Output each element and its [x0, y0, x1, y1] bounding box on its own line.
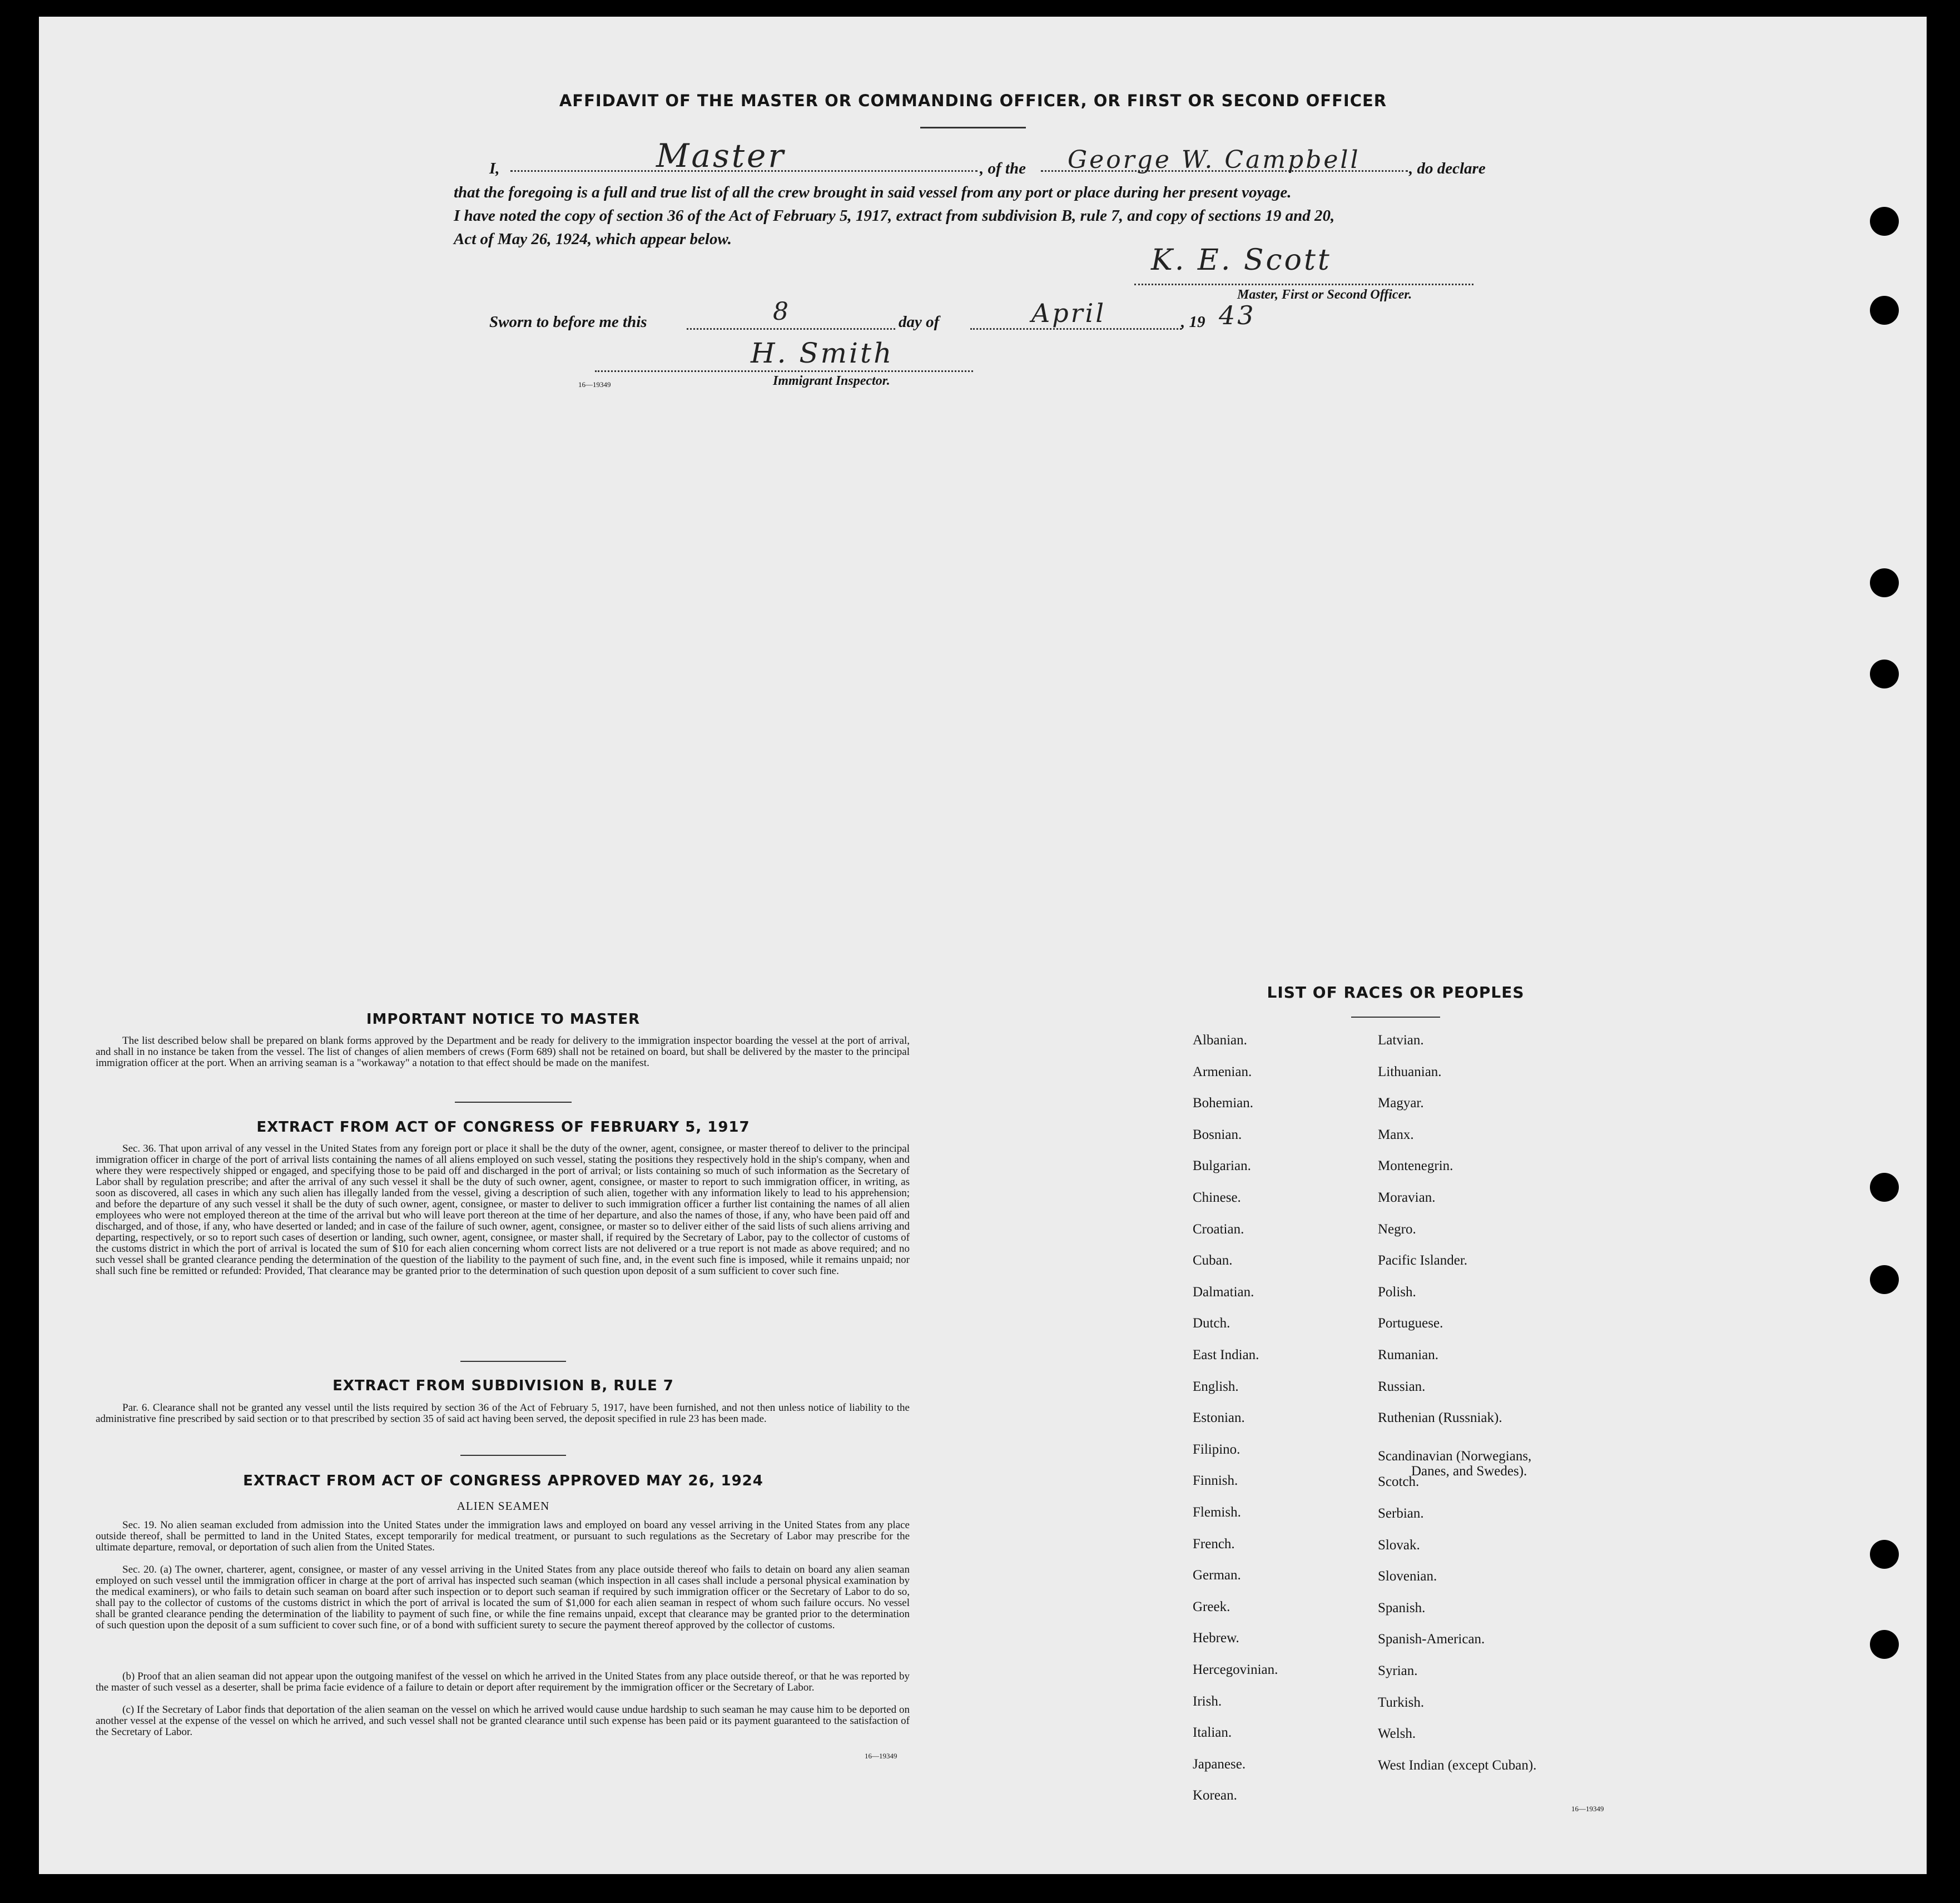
race-item: Serbian. [1378, 1506, 1424, 1521]
punch-hole [1870, 1540, 1899, 1569]
race-item: Lithuanian. [1378, 1064, 1442, 1079]
month-handwritten: April [1031, 298, 1106, 328]
race-item: Korean. [1193, 1788, 1237, 1803]
affidavit-title: AFFIDAVIT OF THE MASTER OR COMMANDING OFFICER, OR FIRST OR SECOND OFFICER [559, 91, 1387, 110]
race-item: Turkish. [1378, 1694, 1425, 1710]
extract-1924-title: EXTRACT FROM ACT OF CONGRESS APPROVED MAY 26, 1924 [243, 1473, 763, 1489]
day-handwritten: 8 [773, 298, 791, 326]
sec19-body: Sec. 19. No alien seaman excluded from admission into the United States under the immigration laws and employed on board any vessel arriving in the United States from any place outside thereof, shall be permitted to land in the United States, except temporarily for medical treatment, or pursuant to such regulations as the Secretary of Labor may prescribe for the ultimate departure, removal, or deportation of such alien from the United States. [96, 1519, 910, 1553]
race-item: Russian. [1378, 1379, 1426, 1394]
punch-hole [1870, 296, 1899, 325]
day-field-line [687, 328, 895, 330]
divider [460, 1455, 566, 1456]
extract-1917-title: EXTRACT FROM ACT OF CONGRESS OF FEBRUARY 5, 1917 [256, 1119, 750, 1136]
race-item: Estonian. [1193, 1410, 1245, 1426]
race-item: Hercegovinian. [1193, 1662, 1278, 1677]
divider [455, 1102, 572, 1103]
race-item: Bulgarian. [1193, 1158, 1251, 1174]
race-item: Syrian. [1378, 1663, 1418, 1678]
race-item: Spanish-American. [1378, 1632, 1485, 1647]
sec20b-body: (b) Proof that an alien seaman did not appear upon the outgoing manifest of the vessel on which he arrived in the United States from any place outside thereof, or that he was reported by the master of such vessel as a deserter, shall be prima facie evidence of a failure to detain or deport after requirement by the immigration officer or the Secretary of Labor. [96, 1671, 910, 1693]
i-label: I, [489, 160, 500, 177]
day-of-label: day of [899, 313, 940, 331]
race-item: Negro. [1378, 1221, 1416, 1237]
month-field-line [970, 328, 1182, 330]
race-item: Scandinavian (Norwegians, [1378, 1448, 1532, 1464]
race-item: Italian. [1193, 1725, 1232, 1741]
race-item: Croatian. [1193, 1221, 1244, 1237]
race-item: Bosnian. [1193, 1127, 1242, 1142]
race-item: Filipino. [1193, 1441, 1240, 1457]
rule7-title: EXTRACT FROM SUBDIVISION B, RULE 7 [333, 1377, 674, 1394]
vessel-handwritten: George W. Campbell [1068, 146, 1361, 174]
notice-title: IMPORTANT NOTICE TO MASTER [366, 1011, 641, 1028]
race-item: Danes, and Swedes). [1411, 1463, 1527, 1479]
race-item: Cuban. [1193, 1253, 1233, 1268]
races-title: LIST OF RACES OR PEOPLES [1267, 983, 1525, 1002]
race-item: Irish. [1193, 1693, 1222, 1709]
race-item: Magyar. [1378, 1096, 1424, 1111]
race-item: West Indian (except Cuban). [1378, 1757, 1537, 1773]
race-item: Hebrew. [1193, 1631, 1239, 1646]
race-item: Bohemian. [1193, 1096, 1254, 1111]
race-item: Dutch. [1193, 1316, 1230, 1331]
year-handwritten: 43 [1219, 300, 1256, 330]
race-item: Slovenian. [1378, 1569, 1437, 1584]
affidavit-line2: that the foregoing is a full and true list of all the crew brought in said vessel from any port or place during her present voyage. [454, 184, 1292, 201]
extract-1917-body: Sec. 36. That upon arrival of any vessel in the United States from any foreign port or place it shall be the duty of the owner, agent, consignee, or master thereof to deliver to the principal immigration officer in charge of the port of arrival lists containing the names of all aliens employed on such vessel, stating the positions they respectively hold in the ship's company, when and where they were respectively shipped or engaged, and specifying those to be paid off and discharged in the port of arrival; or lists containing so much of such information as the Secretary of Labor shall by regulation prescribe; and after the arrival of any such vessel it shall be the duty of such owner, agent, consignee, or master to report to such immigration officer, in writing, as soon as discovered, all cases in which any such alien has illegally landed from the vessel, giving a description of such alien, together with any information likely to lead to his apprehension; and before the departure of any such vessel it shall be the duty of such owner, agent, consignee, or master to deliver to such immigration officer a further list containing the names of all alien employees who were not employed thereon at the time of the arrival but who will leave port thereon at the time of her departure, and also the names of those, if any, who have been paid off and discharged, and of those, if any, who have deserted or landed; and in case of the failure of such owner, agent, consignee, or master so to deliver either of the said lists of such aliens arriving and departing, respectively, or so to report such cases of desertion or landing, such owner, agent, consignee, or master shall, if required by the Secretary of Labor, pay to the collector of customs of the customs district in which the port of arrival is located the sum of $10 for each alien concerning whom correct lists are not delivered or a true report is not made as above required; and no such vessel shall be granted clearance pending the determination of the question of the liability to the payment of such fine, and, in the event such fine is imposed, while it remains unpaid; nor shall such fine be remitted or refunded: Provided, That clearance may be granted prior to the determination of such question upon deposit of a sum sufficient to cover such fine. [96, 1143, 910, 1277]
of-the-label: , of the [980, 160, 1026, 177]
race-item: Montenegrin. [1378, 1158, 1453, 1174]
officer-signature: K. E. Scott [1151, 244, 1332, 277]
race-item: Spanish. [1378, 1600, 1426, 1615]
race-item: Manx. [1378, 1127, 1414, 1142]
race-item: East Indian. [1193, 1347, 1259, 1362]
race-item: Slovak. [1378, 1537, 1420, 1553]
race-item: French. [1193, 1536, 1235, 1552]
divider [920, 127, 1026, 128]
inspector-line [595, 370, 973, 372]
race-item: Scotch. [1378, 1474, 1420, 1490]
race-item: English. [1193, 1379, 1239, 1394]
race-item: Portuguese. [1378, 1316, 1443, 1331]
punch-hole [1870, 1173, 1899, 1202]
race-item: Rumanian. [1378, 1347, 1439, 1362]
race-item: Greek. [1193, 1599, 1230, 1614]
rule7-body: Par. 6. Clearance shall not be granted any vessel until the lists required by section 36 of the Act of February 5, 1917, have been furnished, and not then unless notice of liability to the administrative fine prescribed by said section or to that prescribed by section 35 of said act having been served, the deposit specified in rule 23 has been made. [96, 1402, 910, 1425]
race-item: Moravian. [1378, 1190, 1436, 1205]
signature-caption: Master, First or Second Officer. [1237, 288, 1412, 302]
race-item: Armenian. [1193, 1064, 1252, 1079]
punch-hole [1870, 568, 1899, 597]
inspector-signature: H. Smith [751, 337, 894, 369]
race-item: Dalmatian. [1193, 1284, 1254, 1300]
inspector-caption: Immigrant Inspector. [773, 374, 890, 388]
race-item: German. [1193, 1568, 1241, 1583]
punch-hole [1870, 1630, 1899, 1659]
affidavit-line4: Act of May 26, 1924, which appear below. [454, 230, 732, 248]
race-item: Flemish. [1193, 1505, 1241, 1520]
race-item: Latvian. [1378, 1033, 1424, 1048]
race-item: Ruthenian (Russniak). [1378, 1410, 1502, 1426]
race-item: Chinese. [1193, 1190, 1241, 1205]
form-number: 16—19349 [865, 1752, 897, 1760]
affidavit-line3: I have noted the copy of section 36 of the Act of February 5, 1917, extract from subdivision B, rule 7, and copy of sections 19 and 20, [454, 207, 1335, 225]
divider [1351, 1017, 1440, 1018]
sworn-label: Sworn to before me this [489, 313, 647, 331]
signature-line [1134, 284, 1473, 285]
race-item: Polish. [1378, 1284, 1416, 1300]
punch-hole [1870, 660, 1899, 688]
race-item: Japanese. [1193, 1756, 1246, 1772]
form-number: 16—19349 [578, 380, 611, 389]
race-item: Finnish. [1193, 1473, 1238, 1489]
sec20a-body: Sec. 20. (a) The owner, charterer, agent, consignee, or master of any vessel arriving in the United States from any place outside thereof who fails to detain on board any alien seaman employed on such vessel until the immigration officer in charge at the port of arrival has inspected such seaman (which inspection in all cases shall include a personal physical examination by the medical examiners), or who fails to detain such seaman on board after such inspection or to deport such seaman if required by such immigration officer or the Secretary of Labor to do so, shall pay to the collector of customs of the customs district in which the port of arrival is located the sum of $1,000 for each alien seaman in respect of whom such failure occurs. No vessel shall be granted clearance pending the determination of the liability to payment of such fine, or while the fine remains unpaid, except that clearance may be granted prior to the determination of such question upon the deposit of a sum sufficient to cover such fine, or of a bond with sufficient surety to secure the payment thereof approved by the collector of customs. [96, 1564, 910, 1631]
divider [460, 1361, 566, 1362]
race-item: Albanian. [1193, 1033, 1247, 1048]
punch-hole [1870, 207, 1899, 236]
year-prefix: , 19 [1181, 313, 1205, 331]
punch-hole [1870, 1265, 1899, 1294]
form-number: 16—19349 [1571, 1805, 1604, 1813]
extract-1924-subtitle: ALIEN SEAMEN [456, 1499, 550, 1513]
notice-body: The list described below shall be prepared on blank forms approved by the Department and be ready for delivery to the immigration inspector boarding the vessel at the port of arrival, and shall in no instance be taken from the vessel. The list of changes of alien members of crews (Form 689) shall not be retained on board, but shall be delivered by the master to the principal immigration officer at the port. When an arriving seaman is a "workaway" a notation to that effect should be made on the manifest. [96, 1035, 910, 1069]
officer-handwritten: Master [656, 137, 786, 175]
declare-label: , do declare [1409, 160, 1486, 177]
race-item: Welsh. [1378, 1726, 1416, 1742]
race-item: Pacific Islander. [1378, 1253, 1468, 1268]
sec20c-body: (c) If the Secretary of Labor finds that deportation of the alien seaman on the vessel on which he arrived would cause undue hardship to such seaman he may cause him to be deported on another vessel at the expense of the vessel on which he arrived, and such vessel shall not be granted clearance until such expense has been paid or its payment guaranteed to the satisfaction of the Secretary of Labor. [96, 1704, 910, 1738]
